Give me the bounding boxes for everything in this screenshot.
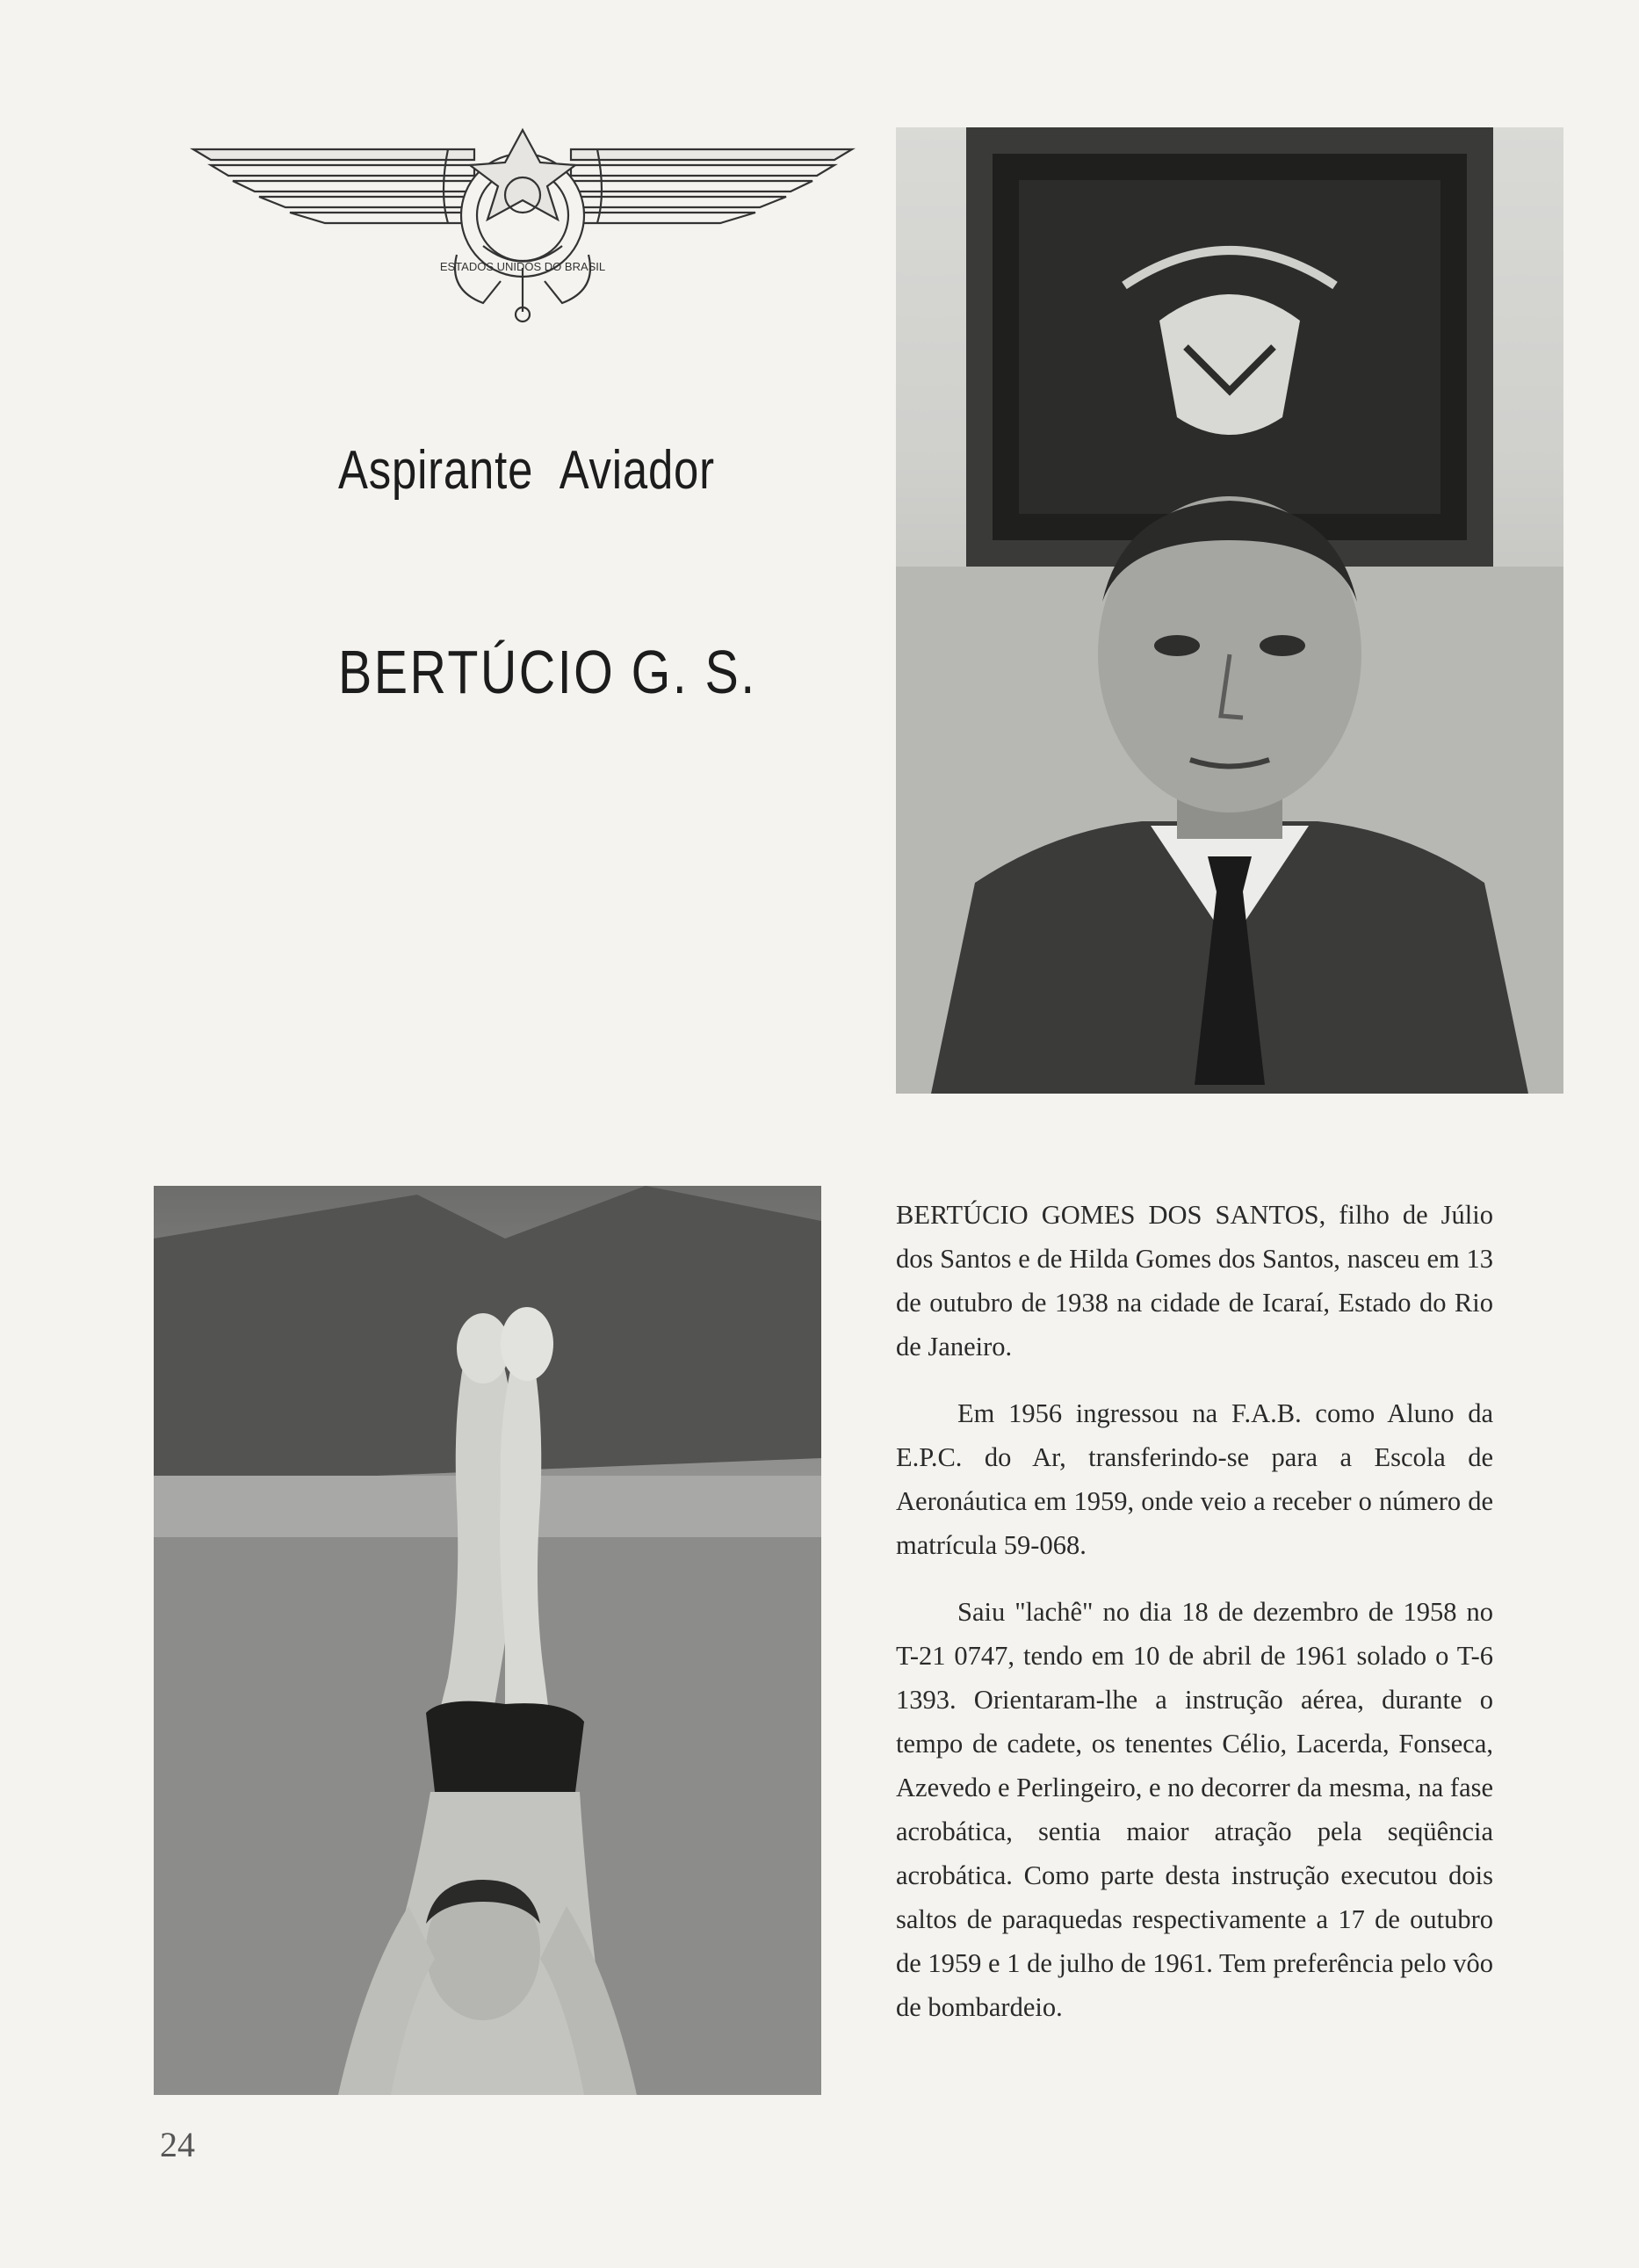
- page-number: 24: [160, 2125, 195, 2164]
- bio-paragraph-3: Saiu "lachê" no dia 18 de dezembro de 1958 no T-21 0747, tendo em 10 de abril de 1961 solado o T-6 1393. Orientaram-lhe a instrução aérea, durante o tempo de cadete, os tenentes Célio, Lacerda, Fonseca, Azevedo e Perlingeiro, e no decorrer da mesma, na fase acrobática, sentia maior atração pela seqüência acrobática. Como parte desta instrução executou dois saltos de paraquedas respectivamente a 17 de outubro de 1959 e 1 de julho de 1961. Tem preferência pelo vôo de bombardeio.: [896, 1597, 1494, 2022]
- biography-text: [896, 1193, 1493, 2052]
- bio-paragraph-2: Em 1956 ingressou na F.A.B. como Aluno da E.P.C. do Ar, transferindo-se para a Escola de Aeronáutica em 1959, onde veio a receber o número de matrícula 59-068.: [896, 1398, 1493, 1560]
- cadet-portrait-photo-icon: [896, 127, 1563, 1094]
- bio-paragraph-1: BERTÚCIO GOMES DOS SANTOS, filho de Júlio dos Santos e de Hilda Gomes dos Santos, nasceu em 13 de outubro de 1938 na cidade de Icaraí, Estado do Rio de Janeiro.: [896, 1200, 1493, 1362]
- rank-word-1: Aspirante: [338, 440, 534, 501]
- cadet-name: BERTÚCIO G. S.: [338, 638, 757, 706]
- handstand-dive-photo-icon: [154, 1186, 821, 2095]
- rank-title: [338, 439, 715, 502]
- emblem-ring-text: ESTADOS UNIDOS DO BRASIL: [439, 260, 606, 273]
- diver-photo: [154, 1186, 821, 2095]
- air-force-wings-emblem-icon: [184, 114, 861, 325]
- portrait-photo: [896, 127, 1563, 1094]
- rank-word-2: Aviador: [559, 440, 715, 501]
